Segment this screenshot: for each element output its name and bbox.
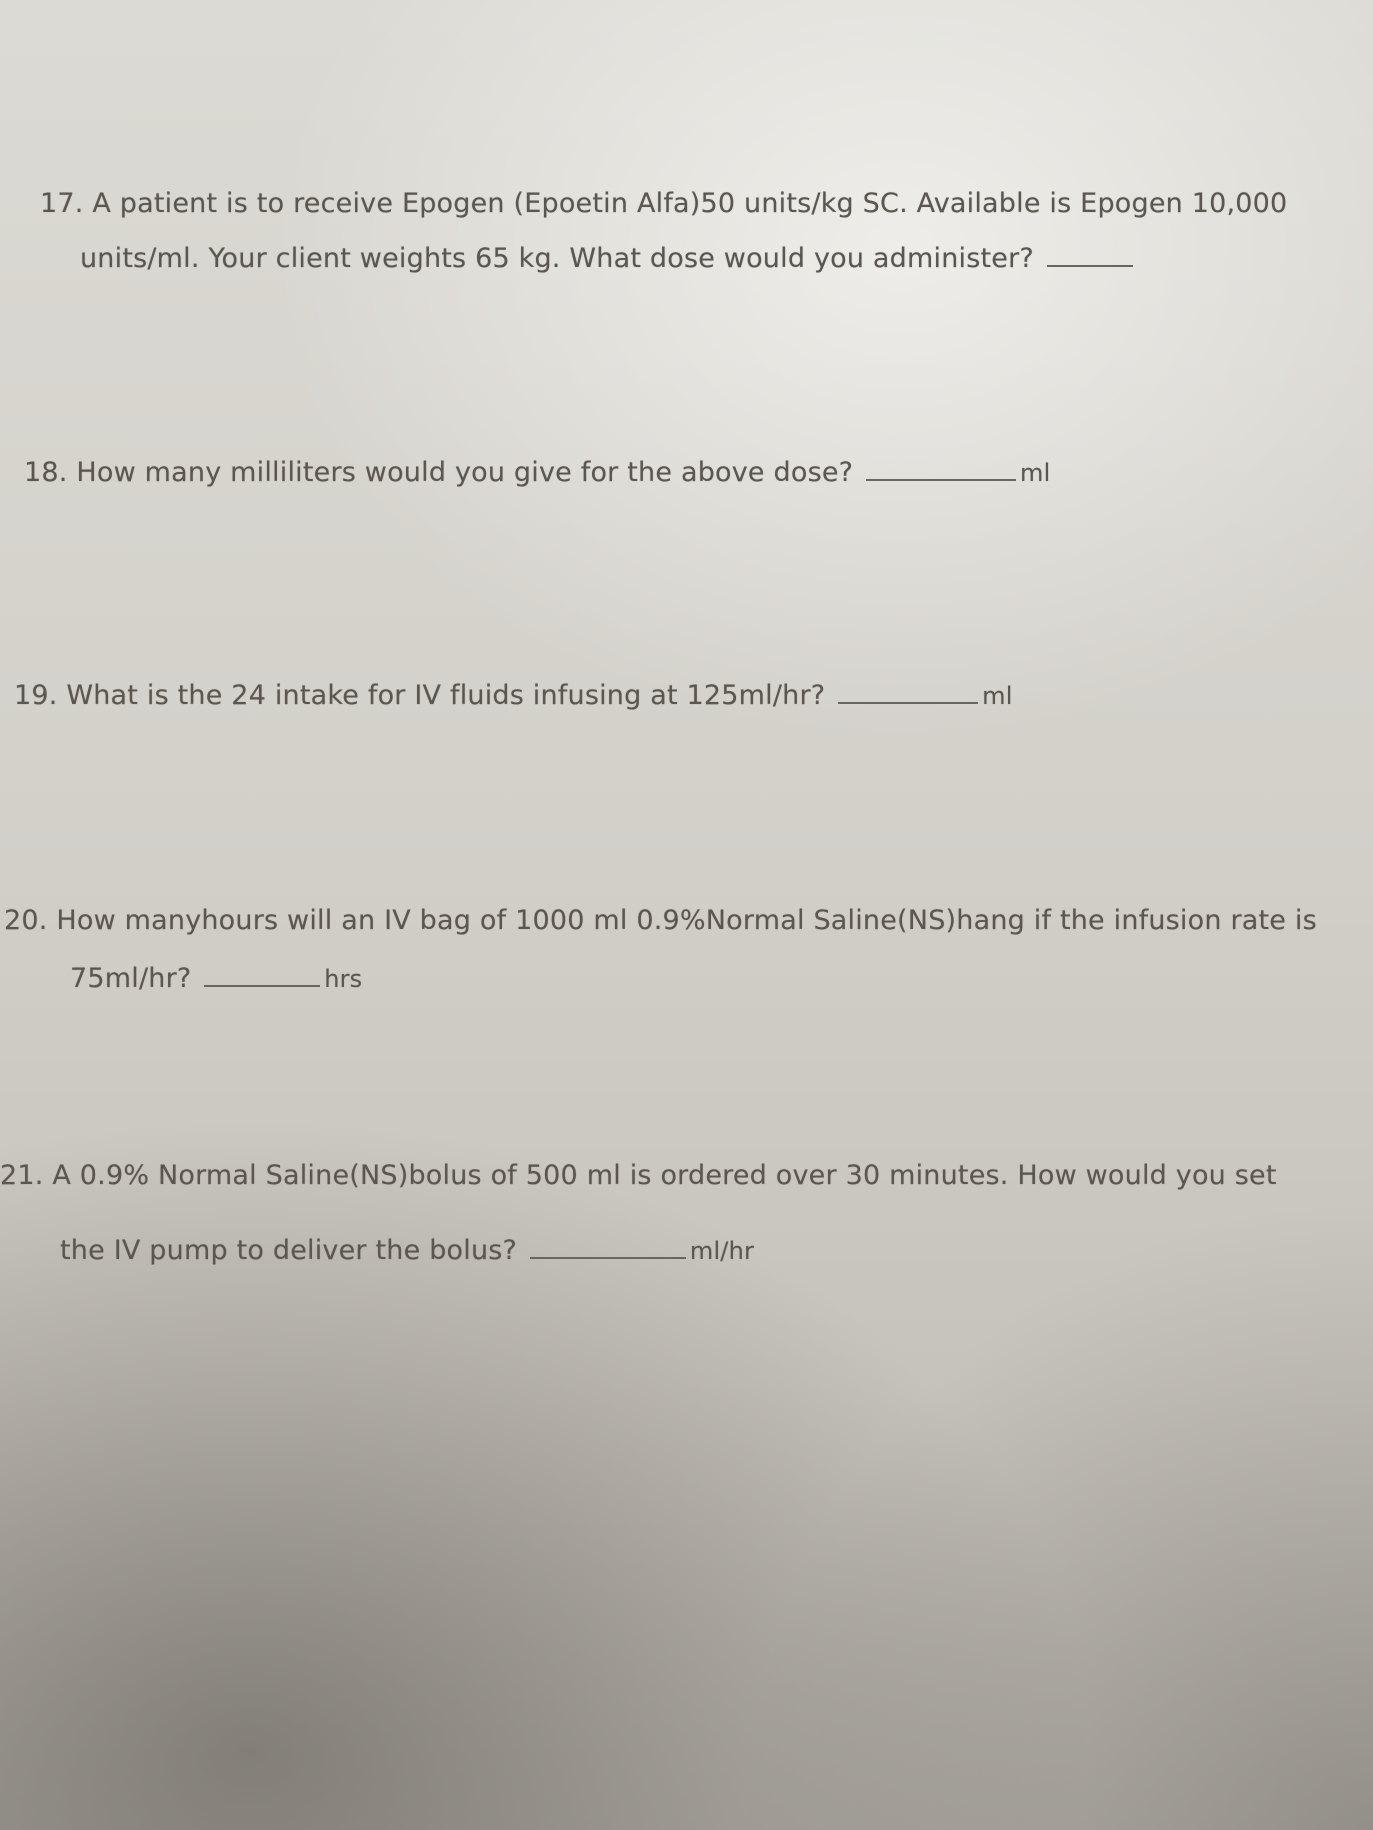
question-number: 19.: [14, 680, 58, 711]
answer-unit: ml/hr: [689, 1237, 755, 1265]
question-text: What is the 24 intake for IV fluids infusing at 125ml/hr?: [66, 680, 826, 711]
question-18-line-1: [24, 457, 1050, 488]
question-number: 21.: [0, 1160, 44, 1191]
question-number: 18.: [24, 457, 68, 488]
answer-blank[interactable]: [530, 1256, 686, 1259]
question-21-line-2: [60, 1235, 754, 1266]
answer-unit: hrs: [324, 965, 363, 993]
answer-unit: ml: [982, 682, 1013, 710]
question-text: How manyhours will an IV bag of 1000 ml 0.9%Normal Saline(NS)hang if the infusion rate is: [56, 905, 1317, 936]
answer-unit: ml: [1020, 459, 1051, 487]
answer-blank[interactable]: [204, 984, 320, 987]
answer-blank[interactable]: [866, 478, 1016, 481]
question-number: 17.: [40, 188, 84, 219]
question-20-line-1: [4, 905, 1317, 936]
answer-blank[interactable]: [838, 701, 978, 704]
question-text: units/ml. Your client weights 65 kg. What dose would you administer?: [80, 243, 1034, 274]
question-21-line-1: [0, 1160, 1277, 1191]
answer-blank[interactable]: [1047, 264, 1133, 267]
question-text: A patient is to receive Epogen (Epoetin Alfa)50 units/kg SC. Available is Epogen 10,000: [92, 188, 1288, 219]
question-text: A 0.9% Normal Saline(NS)bolus of 500 ml is ordered over 30 minutes. How would you set: [52, 1160, 1277, 1191]
question-text: the IV pump to deliver the bolus?: [60, 1235, 518, 1266]
question-17-line-2: [80, 243, 1137, 274]
question-text: How many milliliters would you give for the above dose?: [76, 457, 854, 488]
question-17-line-1: [40, 188, 1287, 219]
question-20-line-2: [70, 963, 362, 994]
question-19-line-1: [14, 680, 1013, 711]
question-text: 75ml/hr?: [70, 963, 192, 994]
question-number: 20.: [4, 905, 48, 936]
